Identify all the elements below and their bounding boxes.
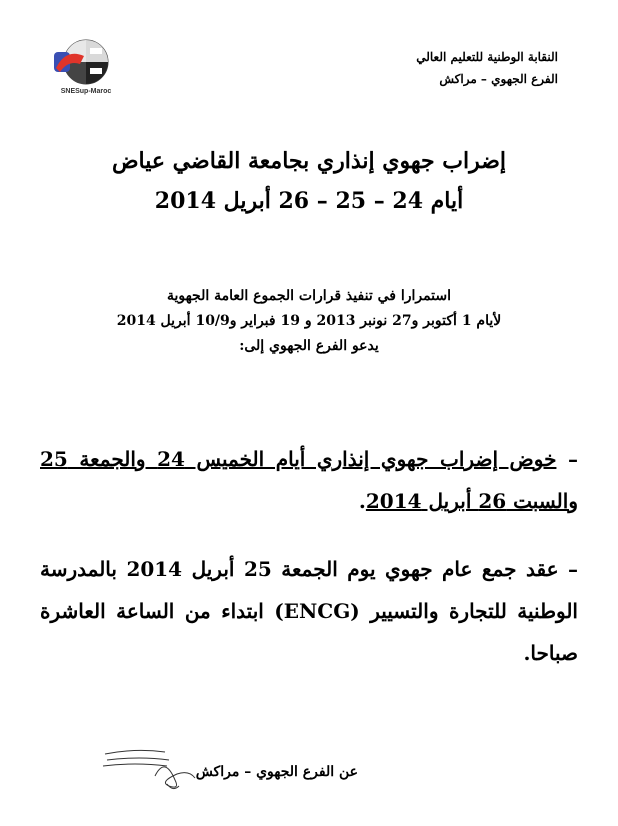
- item-text: خوض إضراب جهوي إنذاري أيام الخميس 24 والجمعة 25 والسبت 26 أبريل 2014: [40, 447, 578, 513]
- intro-paragraph: [0, 284, 618, 359]
- list-item: [40, 438, 578, 522]
- document-title: إضراب جهوي إنذاري بجامعة القاضي عياض: [111, 148, 507, 174]
- title-block: [0, 144, 618, 218]
- list-item: [40, 548, 578, 674]
- footer-signature: عن الفرع الجهوي – مراكش: [195, 764, 358, 780]
- org-header: [416, 46, 558, 90]
- item-text: عقد جمع عام جهوي يوم الجمعة 25 أبريل 2014 بالمدرسة الوطنية للتجارة والتسيير (ENCG) ابتداء من الساعة العاشرة صباحا.: [40, 557, 578, 665]
- logo-caption: SNESup-Maroc: [60, 88, 112, 95]
- intro-line: لأيام 1 أكتوبر و27 نونبر 2013 و 19 فبراير و10/9 أبريل 2014: [116, 313, 502, 329]
- org-name: النقابة الوطنية للتعليم العالي: [416, 50, 558, 64]
- item-end: .: [358, 489, 366, 513]
- snesup-logo: [46, 38, 126, 96]
- item-dash: –: [558, 557, 579, 581]
- branch-name: الفرع الجهوي – مراكش: [439, 72, 558, 86]
- strike-dates: أيام 24 – 25 – 26 أبريل 2014: [154, 188, 464, 214]
- item-dash: –: [556, 447, 578, 471]
- intro-line: يدعو الفرع الجهوي إلى:: [239, 338, 379, 354]
- intro-line: استمرارا في تنفيذ قرارات الجموع العامة الجهوية: [166, 288, 452, 304]
- stamp-signature: [95, 746, 205, 794]
